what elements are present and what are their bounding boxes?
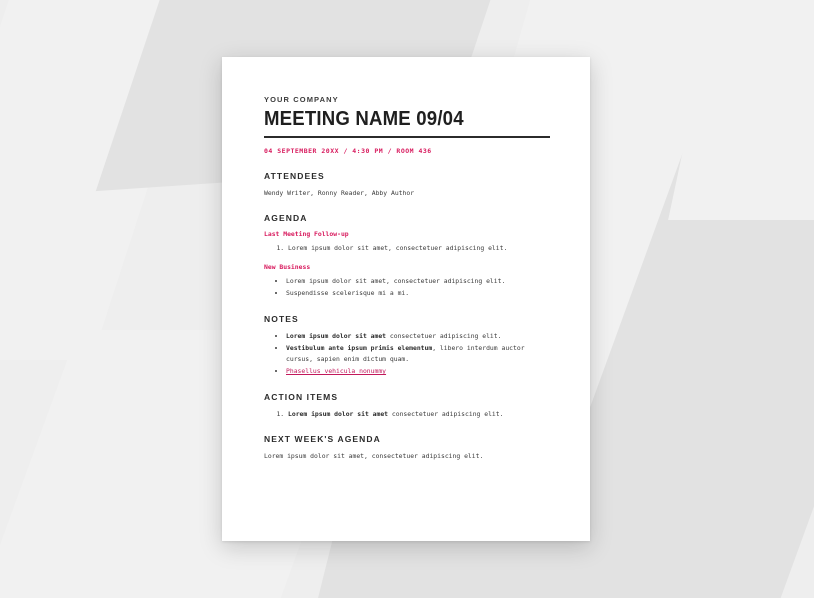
action-items-heading: ACTION ITEMS <box>264 391 339 402</box>
section-notes <box>264 314 550 377</box>
document-page <box>222 57 590 541</box>
notes-item1-rest: consectetuer adipiscing elit. <box>386 331 502 340</box>
section-attendees <box>264 171 550 198</box>
agenda-subhead-followup: Last Meeting Follow-up <box>264 230 349 238</box>
list-item <box>286 366 550 377</box>
notes-item2-bold: Vestibulum ante ipsum primis elementum <box>286 344 433 352</box>
agenda-heading: AGENDA <box>264 213 308 223</box>
meeting-meta: 04 SEPTEMBER 20XX / 4:30 PM / ROOM 436 <box>264 147 432 155</box>
next-week-text: Lorem ipsum dolor sit amet, consectetuer adipiscing elit. <box>264 452 484 460</box>
title-divider <box>264 136 550 138</box>
agenda-newbusiness-list <box>264 276 550 299</box>
document-content <box>264 95 550 476</box>
action-item1-rest: consectetuer adipiscing elit. <box>388 409 504 418</box>
section-next-week-agenda <box>264 434 550 461</box>
agenda-subhead-newbusiness: New Business <box>264 262 311 271</box>
list-item: • Suspendisse scelerisque mi a mi. <box>286 288 550 299</box>
action-item1-bold: Lorem ipsum dolor sit amet <box>288 409 389 418</box>
notes-item2-rest: , libero interdum auctor cursus, sapien enim dictum quam. <box>286 344 525 363</box>
list-item: • Lorem ipsum dolor sit amet, consectetuer adipiscing elit. <box>286 276 550 287</box>
notes-heading: NOTES <box>264 313 299 324</box>
notes-list <box>264 331 550 377</box>
list-item <box>286 343 550 364</box>
next-week-heading: NEXT WEEK'S AGENDA <box>264 434 381 444</box>
page-title: MEETING NAME 09/04 <box>264 108 464 130</box>
section-action-items <box>264 392 550 420</box>
agenda-followup-list <box>264 243 550 254</box>
attendees-text: Wendy Writer, Ronny Reader, Abby Author <box>264 189 415 197</box>
notes-item1-bold: Lorem ipsum dolor sit amet <box>286 331 387 340</box>
notes-hyperlink[interactable]: Phasellus vehicula nonummy <box>286 367 387 375</box>
action-items-list <box>264 409 550 420</box>
list-item <box>288 409 550 420</box>
company-name: YOUR COMPANY <box>264 95 339 104</box>
list-item: 1. Lorem ipsum dolor sit amet, consectetuer adipiscing elit. <box>288 243 550 254</box>
section-agenda <box>264 213 550 299</box>
list-item <box>286 331 550 342</box>
attendees-heading: ATTENDEES <box>264 171 325 181</box>
